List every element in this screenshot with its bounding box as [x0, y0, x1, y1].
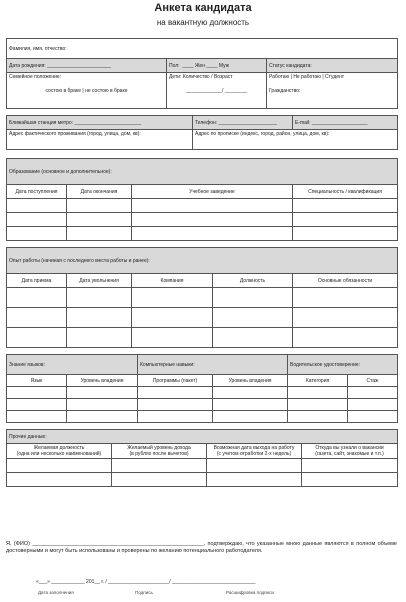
- marital-status-field[interactable]: [7, 73, 167, 109]
- table-cell[interactable]: [213, 308, 293, 328]
- page-subtitle: на вакантную должность: [156, 18, 250, 27]
- date-label: Дата заполнения: [38, 590, 74, 595]
- comp-col-programs: Программы (пакет): [138, 375, 213, 387]
- table-cell[interactable]: [207, 459, 302, 473]
- metro-label: Ближайшая станция метро: ________________________: [9, 119, 142, 126]
- table-cell[interactable]: [112, 473, 207, 487]
- sex-options: ____ Жен ____ Муж: [182, 62, 229, 69]
- table-cell[interactable]: [348, 399, 398, 411]
- skills-table: [6, 354, 398, 423]
- marital-status-label: Семейное положение:: [9, 74, 62, 80]
- computer-heading: Компьютерные навыки:: [138, 355, 288, 375]
- address-reg-label: Адрес по прописке (индекс, город, район, улица, дом, кв):: [195, 131, 330, 137]
- table-cell[interactable]: [213, 328, 293, 348]
- declaration: [6, 541, 397, 555]
- table-cell[interactable]: [293, 328, 398, 348]
- exp-col-dismissed: Дата увольнения: [67, 274, 132, 288]
- table-cell[interactable]: [7, 288, 67, 308]
- table-cell[interactable]: [288, 411, 348, 423]
- table-cell[interactable]: [132, 328, 213, 348]
- table-cell[interactable]: [213, 411, 288, 423]
- other-col-start-title: Возможная дата выхода на работу: [213, 445, 295, 451]
- table-cell[interactable]: [7, 473, 112, 487]
- lang-col-level: Уровень владения: [67, 375, 138, 387]
- sex-field[interactable]: [167, 59, 267, 73]
- drive-col-category: Категория: [288, 375, 348, 387]
- education-table: [6, 158, 398, 241]
- table-cell[interactable]: [288, 399, 348, 411]
- table-cell[interactable]: [67, 199, 132, 213]
- employment-field[interactable]: [267, 73, 398, 109]
- experience-heading-text: Опыт работы (начиная с последнего места работы и ранее):: [9, 257, 150, 264]
- table-cell[interactable]: [67, 387, 138, 399]
- other-col-income: [112, 444, 207, 459]
- edu-col-specialty: Специальность / квалификация: [293, 185, 398, 199]
- table-cell[interactable]: [67, 213, 132, 227]
- address-fact-field[interactable]: [7, 130, 193, 150]
- experience-table: [6, 247, 398, 348]
- table-cell[interactable]: [302, 473, 398, 487]
- table-cell[interactable]: [7, 411, 67, 423]
- table-cell[interactable]: [7, 308, 67, 328]
- personal-info-table: [6, 38, 398, 109]
- metro-field[interactable]: [7, 116, 193, 130]
- education-heading: [7, 159, 398, 185]
- other-col-position-note: (одна или несколько наименований): [16, 451, 102, 457]
- signature-label: Подпись: [135, 590, 153, 595]
- edu-col-start: Дата поступления: [7, 185, 67, 199]
- other-col-position-title: Желаемая должность: [33, 445, 85, 451]
- table-cell[interactable]: [67, 227, 132, 241]
- table-cell[interactable]: [288, 387, 348, 399]
- table-cell[interactable]: [138, 387, 213, 399]
- table-cell[interactable]: [7, 387, 67, 399]
- other-col-source-title: Откуда вы узнали о вакансии: [315, 445, 384, 451]
- table-cell[interactable]: [132, 199, 293, 213]
- phone-label: Телефон: _____________________: [195, 119, 277, 126]
- driving-heading: Водительское удостоверение:: [288, 355, 398, 375]
- lang-col-language: Язык: [7, 375, 67, 387]
- exp-col-position: Должность: [213, 274, 293, 288]
- other-table: [6, 429, 398, 487]
- address-reg-field[interactable]: [193, 130, 398, 150]
- other-col-source: [302, 444, 398, 459]
- drive-col-experience: Стаж: [348, 375, 398, 387]
- table-cell[interactable]: [7, 459, 112, 473]
- children-field[interactable]: [167, 73, 267, 109]
- fio-field[interactable]: [7, 39, 398, 59]
- languages-heading: Знание языков:: [7, 355, 138, 375]
- exp-col-company: Компания: [132, 274, 213, 288]
- fio-label: Фамилия, имя, отчество:: [9, 45, 67, 52]
- table-cell[interactable]: [67, 308, 132, 328]
- page-title: Анкета кандидата: [154, 2, 252, 14]
- candidate-status-field[interactable]: [267, 59, 398, 73]
- table-cell[interactable]: [302, 459, 398, 473]
- table-cell[interactable]: [207, 473, 302, 487]
- table-cell[interactable]: [348, 411, 398, 423]
- birthdate-label: Дата рождения: _______________________: [9, 62, 112, 69]
- exp-col-duties: Основные обязанности: [293, 274, 398, 288]
- table-cell[interactable]: [132, 308, 213, 328]
- other-col-income-note: (в рублях после вычетов): [129, 451, 189, 457]
- other-col-income-title: Желаемый уровень дохода: [127, 445, 191, 451]
- other-col-position: [7, 444, 112, 459]
- edu-col-institution: Учебное заведение: [132, 185, 293, 199]
- phone-field[interactable]: [193, 116, 293, 130]
- table-cell[interactable]: [213, 288, 293, 308]
- signature-line[interactable]: «___» ____________ 201__ г. / ______________________/ ______________________________: [36, 579, 256, 585]
- edu-col-end: Дата окончания: [67, 185, 132, 199]
- table-cell[interactable]: [293, 199, 398, 213]
- table-cell[interactable]: [293, 288, 398, 308]
- children-line: _____________/ ________: [185, 88, 248, 94]
- table-cell[interactable]: [67, 288, 132, 308]
- table-cell[interactable]: [7, 227, 67, 241]
- table-cell[interactable]: [67, 328, 132, 348]
- table-cell[interactable]: [132, 227, 293, 241]
- email-field[interactable]: [293, 116, 398, 130]
- table-cell[interactable]: [293, 227, 398, 241]
- table-cell[interactable]: [138, 411, 213, 423]
- application-form: [6, 38, 397, 526]
- table-cell[interactable]: [7, 199, 67, 213]
- comp-col-level: Уровень владения: [213, 375, 288, 387]
- sex-label: Пол:: [169, 62, 180, 69]
- other-col-start-note: (с учетом отработки 2-х недель): [216, 451, 292, 457]
- other-col-source-note: (газета, сайт, знакомые и т.п.): [315, 451, 384, 457]
- table-cell[interactable]: [293, 308, 398, 328]
- table-cell[interactable]: [132, 213, 293, 227]
- exp-col-hired: Дата приема: [7, 274, 67, 288]
- citizenship-label: Гражданство:: [269, 88, 301, 94]
- table-cell[interactable]: [7, 399, 67, 411]
- declaration-text: Я, (ФИО) ________________________________________________________, подтверждаю, что указанные мною данные являются в полном объеме достоверными и могут быть использованы и проверены по желанию потенциального работодателя.: [6, 541, 397, 554]
- email-label: E-mail: ____________________: [295, 119, 368, 126]
- table-cell[interactable]: [132, 288, 213, 308]
- table-cell[interactable]: [213, 399, 288, 411]
- other-heading: Прочие данные:: [7, 430, 398, 444]
- table-cell[interactable]: [7, 213, 67, 227]
- children-label: Дети: Количество / Возраст: [169, 74, 233, 80]
- address-fact-label: Адрес фактического проживания (город, улица, дом, кв):: [9, 131, 141, 137]
- candidate-status-label: Статус кандидата:: [269, 62, 312, 69]
- table-cell[interactable]: [67, 399, 138, 411]
- education-heading-text: Образование (основное и дополнительное):: [9, 168, 112, 175]
- contact-table: [6, 115, 398, 150]
- table-cell[interactable]: [67, 411, 138, 423]
- table-cell[interactable]: [138, 399, 213, 411]
- table-cell[interactable]: [213, 387, 288, 399]
- decode-label: Расшифровка подписи: [226, 590, 274, 595]
- other-col-start-date: [207, 444, 302, 459]
- table-cell[interactable]: [293, 213, 398, 227]
- table-cell[interactable]: [112, 459, 207, 473]
- table-cell[interactable]: [7, 328, 67, 348]
- marital-status-options: состою в браке | не состою в браке: [45, 88, 128, 94]
- experience-heading: [7, 248, 398, 274]
- employment-options: Работаю | Не работаю | Студент: [269, 74, 345, 80]
- table-cell[interactable]: [348, 387, 398, 399]
- birthdate-field[interactable]: [7, 59, 167, 73]
